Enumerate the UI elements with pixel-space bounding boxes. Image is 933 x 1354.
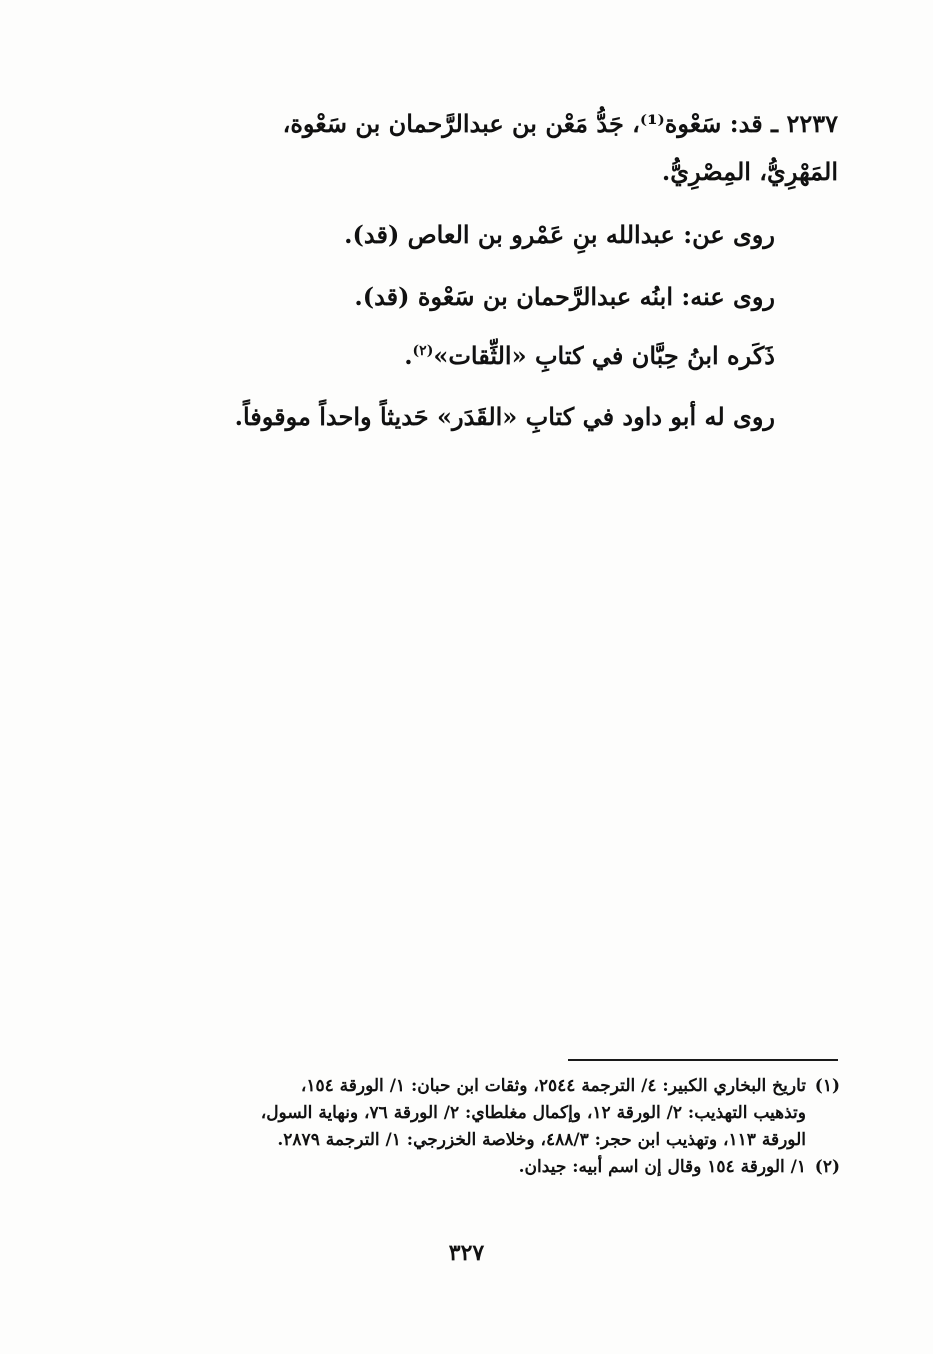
footnote-1-text-1: تاريخ البخاري الكبير: ٤/ الترجمة ٢٥٤٤، وثقات ابن حبان: ١/ الورقة ١٥٤،	[300, 1076, 806, 1096]
footnote-2-number: (٢)	[814, 1157, 840, 1177]
page-number: ٣٢٧	[448, 1240, 485, 1266]
footnote-2-text-1: ١/ الورقة ١٥٤ وقال إن اسم أبيه: جيدان.	[518, 1157, 806, 1177]
narrated-by-label: روى عنه:	[681, 282, 775, 311]
entry-heading-line-1: ٢٢٣٧ ـ قد: سَعْوة⁽¹⁾، جَدُّ مَعْن بن عبدالرَّحمان بن سَعْوة،	[282, 109, 838, 138]
entry-heading	[138, 100, 838, 196]
narrated-from-paragraph	[344, 220, 775, 249]
mention-text: ذَكَره ابنُ حِبَّان في كتابِ «الثِّقات»	[433, 341, 775, 370]
narrated-by-text: ابنُه عبدالرَّحمان بن سَعْوة (قد).	[354, 282, 674, 311]
transmission-paragraph	[235, 402, 775, 431]
entry-heading-line-2: المَهْرِيُّ، المِصْرِيُّ.	[661, 157, 838, 186]
transmission-text: روى له أبو داود في كتابِ «القَدَر» حَديثاً واحداً موقوفاً.	[234, 402, 775, 431]
narrated-by-paragraph	[354, 282, 775, 311]
footnote-1-number: (١)	[814, 1076, 840, 1096]
footnote-2-line-1	[95, 1154, 840, 1181]
footnote-ref-2: (٢)	[412, 343, 434, 359]
footnote-1-line-3: الورقة ١١٣، وتهذيب ابن حجر: ٤٨٨/٣، وخلاصة الخزرجي: ١/ الترجمة ٢٨٧٩.	[277, 1130, 806, 1150]
narrated-from-label: روى عن:	[683, 220, 775, 249]
footnote-separator	[568, 1059, 838, 1061]
mention-paragraph	[404, 341, 775, 370]
footnote-1-line-1	[95, 1073, 840, 1100]
mention-end: .	[404, 341, 413, 370]
footnote-1-line-2: وتذهيب التهذيب: ٢/ الورقة ١٢، وإكمال مغلطاي: ٢/ الورقة ٧٦، ونهاية السول،	[260, 1103, 806, 1123]
footnotes	[95, 1073, 840, 1181]
narrated-from-text: عبدالله بنِ عَمْرو بن العاص (قد).	[344, 220, 675, 249]
